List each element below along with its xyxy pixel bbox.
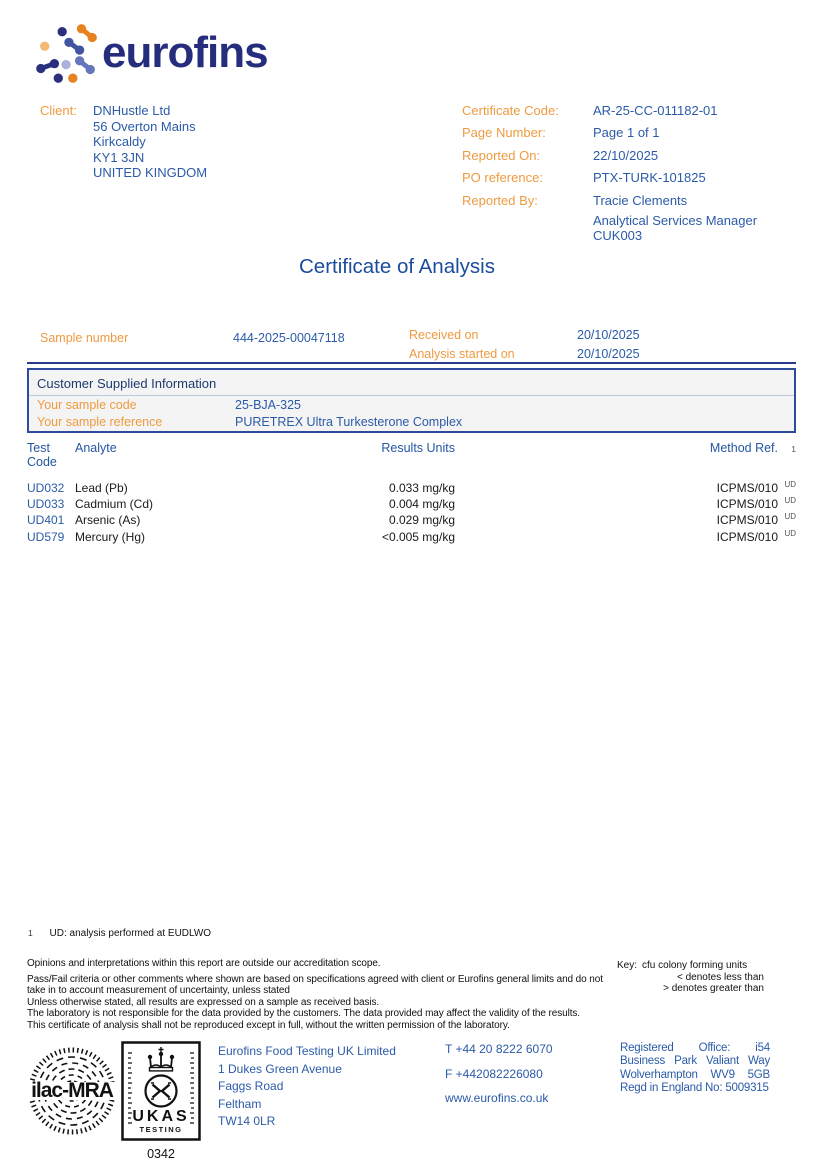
customer-info-heading: Customer Supplied Information: [29, 370, 794, 396]
certificate-info-block: [462, 103, 782, 243]
client-address-line: 56 Overton Mains: [93, 118, 196, 134]
divider-rule: [27, 362, 796, 364]
reported-by-value: Tracie Clements: [593, 192, 688, 208]
table-row: [27, 480, 796, 496]
footnote-text: UD: analysis performed at EUDLWO: [49, 928, 212, 939]
result-value: 0.004 mg/kg: [388, 497, 455, 512]
col-method-ref-sup: 1: [791, 444, 796, 454]
page-number-label: Page Number:: [462, 125, 546, 141]
company-line: Feltham: [218, 1096, 262, 1111]
certificate-code-label: Certificate Code:: [462, 103, 559, 118]
eurofins-wordmark: eurofins: [102, 28, 268, 77]
registered-line: Wolverhampton WV9 5GB: [620, 1068, 770, 1081]
analyte: Arsenic (As): [75, 513, 141, 528]
results-table: [27, 441, 796, 545]
your-sample-reference-value: PURETREX Ultra Turkesterone Complex: [235, 414, 463, 429]
disclaimer-block: [27, 958, 617, 1031]
registered-line: Regd in England No: 5009315: [620, 1082, 769, 1095]
page-number-value: Page 1 of 1: [593, 125, 660, 141]
company-line: Faggs Road: [218, 1079, 284, 1094]
ukas-testing-icon: [121, 1041, 201, 1141]
disclaimer-line: Pass/Fail criteria or other comments where shown are based on specifications agreed with client or Eurofins general limits and do not take in to account measurement of uncertainty, unless stated: [27, 973, 603, 996]
page-title: Certificate of Analysis: [299, 255, 495, 278]
registered-line: Registered Office: i54: [620, 1042, 770, 1054]
client-label: Client:: [40, 103, 77, 118]
company-line: TW14 0LR: [218, 1114, 276, 1129]
ud-footnote: [28, 928, 211, 939]
eurofins-dots-icon: [36, 22, 98, 84]
reported-on-label: Reported On:: [462, 147, 541, 163]
received-on-value: 20/10/2025: [577, 328, 640, 342]
sample-code-row: [29, 396, 794, 413]
client-name: DNHustle Ltd: [93, 103, 171, 118]
your-sample-reference-label: Your sample reference: [37, 414, 163, 429]
customer-supplied-info-box: [27, 368, 796, 433]
reported-on-value: 22/10/2025: [593, 147, 659, 163]
client-address: [93, 103, 207, 181]
eurofins-logo: [36, 22, 268, 84]
registered-office-block: [620, 1042, 770, 1096]
method-sup: UD: [784, 512, 796, 522]
footnote-marker: 1: [28, 928, 33, 938]
analyte: Mercury (Hg): [75, 529, 146, 544]
reporter-title: Analytical Services Manager: [593, 212, 758, 228]
test-code: UD032: [27, 481, 65, 495]
test-code: UD033: [27, 497, 65, 512]
result-value: <0.005 mg/kg: [381, 529, 455, 544]
reported-on-row: [462, 148, 782, 164]
col-method-ref: Method Ref.: [709, 441, 778, 455]
col-results-units: Results Units: [381, 441, 455, 455]
client-address-line: UNITED KINGDOM: [93, 165, 208, 181]
analyte: Lead (Pb): [75, 481, 128, 495]
test-code: UD401: [27, 513, 65, 528]
sample-section: [40, 328, 796, 366]
result-value: 0.029 mg/kg: [388, 513, 455, 528]
test-code: UD579: [27, 529, 65, 544]
col-test-code: Test Code: [27, 441, 57, 469]
ukas-logo: [121, 1041, 201, 1161]
company-address: [218, 1043, 396, 1131]
disclaimer-line: This certificate of analysis shall not be reproduced except in full, without the written permission of the laboratory.: [27, 1019, 510, 1031]
analysis-started-value: 20/10/2025: [577, 347, 640, 361]
method-sup: UD: [784, 528, 796, 538]
contact-block: [445, 1043, 553, 1117]
phone-number: T +44 20 8222 6070: [445, 1042, 553, 1056]
ilac-mra-logo: [27, 1046, 117, 1141]
reporter-code: CUK003: [593, 227, 643, 243]
table-row: [27, 496, 796, 512]
sample-reference-row: [29, 413, 794, 430]
analysis-started-label: Analysis started on: [409, 347, 515, 361]
fax-number: F +442082226080: [445, 1066, 543, 1081]
sample-number-label: Sample number: [40, 331, 129, 345]
ukas-text: UKAS: [132, 1108, 190, 1125]
po-reference-label: PO reference:: [462, 170, 543, 186]
your-sample-code-label: Your sample code: [37, 397, 137, 412]
method-sup: UD: [784, 496, 796, 506]
method-ref: ICPMS/010: [716, 513, 778, 528]
company-line: 1 Dukes Green Avenue: [218, 1061, 342, 1076]
key-block: [617, 960, 764, 995]
page-number-row: [462, 125, 782, 141]
table-row: [27, 529, 796, 545]
ilac-mra-text: ilac-MRA: [31, 1079, 113, 1102]
ilac-mra-icon: [27, 1046, 117, 1136]
website-link: www.eurofins.co.uk: [445, 1091, 549, 1105]
client-address-line: KY1 3JN: [93, 149, 145, 165]
ukas-number: 0342: [147, 1147, 175, 1161]
reported-by-details: [593, 213, 782, 243]
disclaimer-line: The laboratory is not responsible for the data provided by the customers. The data provided may affect the validity of the results.: [27, 1008, 580, 1019]
sample-number-value: 444-2025-00047118: [233, 331, 345, 345]
method-ref: ICPMS/010: [716, 481, 778, 495]
key-label: Key:: [617, 960, 638, 971]
key-cfu: cfu colony forming units: [642, 960, 748, 971]
po-reference-value: PTX-TURK-101825: [593, 170, 706, 186]
disclaimer-line: Opinions and interpretations within this report are outside our accreditation scope.: [27, 958, 381, 969]
results-table-header: [27, 441, 796, 469]
table-row: [27, 512, 796, 528]
registered-line: Business Park Valiant Way: [620, 1055, 770, 1068]
reported-by-label: Reported By:: [462, 192, 538, 208]
method-ref: ICPMS/010: [716, 529, 778, 544]
key-less-than: < denotes less than: [676, 971, 764, 983]
your-sample-code-value: 25-BJA-325: [235, 397, 302, 412]
po-reference-row: [462, 170, 782, 186]
result-value: 0.033 mg/kg: [388, 481, 455, 495]
reported-by-row: [462, 193, 782, 209]
method-ref: ICPMS/010: [716, 497, 778, 512]
ukas-testing-text: TESTING: [139, 1125, 183, 1134]
received-on-label: Received on: [409, 328, 479, 342]
analyte: Cadmium (Cd): [75, 497, 154, 512]
certificate-code-value: AR-25-CC-011182-01: [593, 103, 718, 118]
client-address-line: Kirkcaldy: [93, 134, 146, 150]
col-analyte: Analyte: [75, 441, 117, 455]
company-line: Eurofins Food Testing UK Limited: [218, 1044, 396, 1058]
method-sup: UD: [784, 480, 796, 489]
certificate-code-row: [462, 103, 782, 119]
client-block: [40, 103, 207, 181]
key-greater-than: > denotes greater than: [663, 983, 764, 994]
disclaimer-line: Unless otherwise stated, all results are expressed on a sample as received basis.: [27, 996, 380, 1008]
